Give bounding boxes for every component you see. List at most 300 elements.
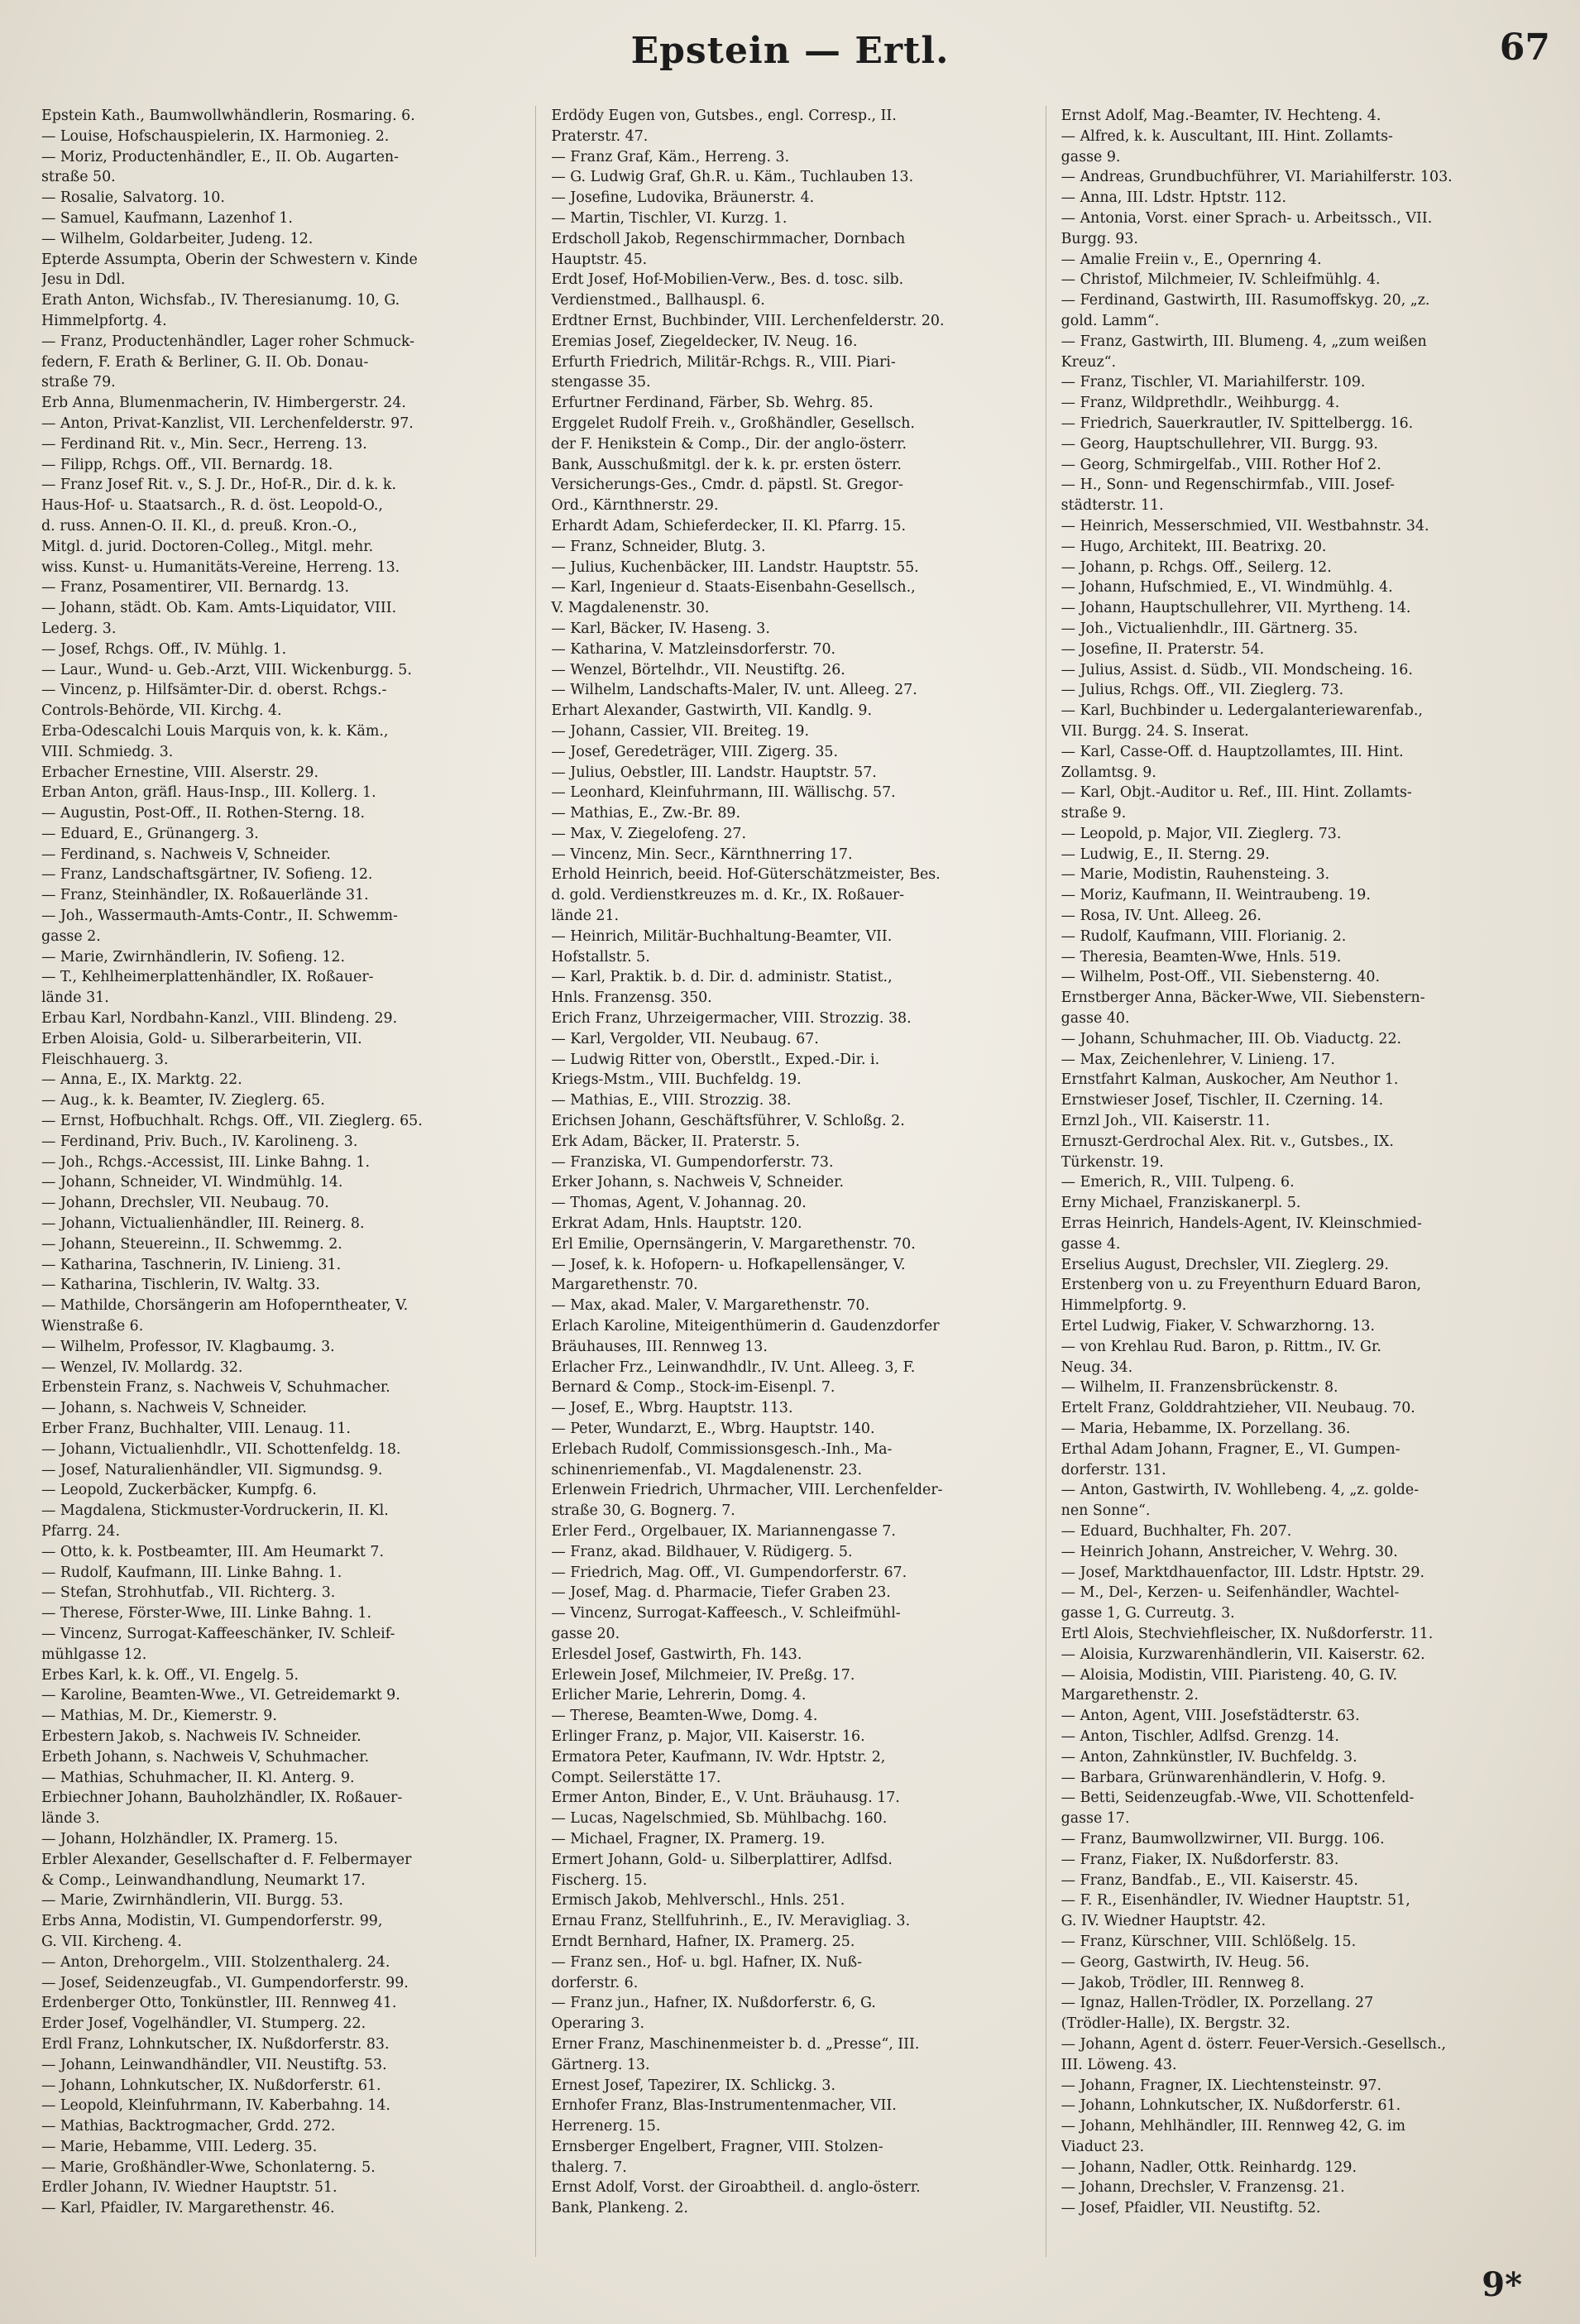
directory-entry-line: Ermert Johann, Gold- u. Silberplattirer, Adlfsd.: [551, 1851, 893, 1868]
directory-entry-line: — Georg, Gastwirth, IV. Heug. 56.: [1061, 1953, 1309, 1971]
directory-entry-line: — Hugo, Architekt, III. Beatrixg. 20.: [1061, 538, 1327, 555]
directory-entry-line: VIII. Schmiedg. 3.: [41, 743, 174, 760]
signature-mark: 9*: [1482, 2265, 1522, 2304]
directory-entry-line: — Karl, Ingenieur d. Staats-Eisenbahn-Gesellsch.,: [551, 579, 916, 597]
directory-entry-line: — Rudolf, Kaufmann, VIII. Florianig. 2.: [1061, 927, 1347, 945]
directory-entry-line: gasse 1, G. Curreutg. 3.: [1061, 1605, 1235, 1622]
directory-entry-line: Erbacher Ernestine, VIII. Alserstr. 29.: [41, 764, 319, 781]
directory-entry-line: — Leopold, Zuckerbäcker, Kumpfg. 6.: [41, 1482, 317, 1499]
directory-entry-line: — Mathias, E., VIII. Strozzig. 38.: [551, 1092, 792, 1109]
directory-entry-line: — Augustin, Post-Off., II. Rothen-Sterng. 18.: [41, 805, 366, 822]
directory-entry-line: Praterstr. 47.: [551, 127, 649, 145]
directory-entry-line: VII. Burgg. 24. S. Inserat.: [1061, 722, 1249, 740]
directory-entry-line: straße 50.: [41, 169, 116, 186]
directory-entry-line: — Franz, Posamentirer, VII. Bernardg. 13.: [41, 579, 350, 597]
directory-entry-line: Ertelt Franz, Golddrahtzieher, VII. Neubaug. 70.: [1061, 1400, 1415, 1417]
directory-entry-line: — Aloisia, Kurzwarenhändlerin, VII. Kaiserstr. 62.: [1061, 1646, 1425, 1663]
directory-entry-line: — Jakob, Trödler, III. Rennweg 8.: [1061, 1974, 1305, 1991]
directory-entry-line: Ernst Adolf, Mag.-Beamter, IV. Hechteng. 4.: [1061, 108, 1381, 124]
directory-entry-line: — Max, V. Ziegelofeng. 27.: [551, 825, 747, 842]
directory-entry-line: — Anna, E., IX. Marktg. 22.: [41, 1071, 242, 1089]
directory-entry-line: dorferstr. 131.: [1061, 1461, 1166, 1478]
directory-entry-line: — Anton, Gastwirth, IV. Wohllebeng. 4, „z. golde-: [1061, 1482, 1420, 1499]
directory-entry-line: — Franz Graf, Käm., Herreng. 3.: [551, 148, 790, 165]
directory-entry-line: — Mathias, Schuhmacher, II. Kl. Anterg. 9.: [41, 1769, 355, 1786]
directory-entry-line: — Franz, Schneider, Blutg. 3.: [551, 538, 766, 555]
directory-entry-line: — Therese, Beamten-Wwe, Domg. 4.: [551, 1708, 818, 1725]
directory-entry-line: Erner Franz, Maschinenmeister b. d. „Presse“, III.: [551, 2035, 920, 2053]
directory-entry-line: — von Krehlau Rud. Baron, p. Rittm., IV. Gr.: [1061, 1338, 1381, 1355]
directory-entry-line: — Antonia, Vorst. einer Sprach- u. Arbeitssch., VII.: [1061, 209, 1433, 227]
directory-entry-line: — Vincenz, p. Hilfsämter-Dir. d. oberst. Rchgs.-: [41, 682, 387, 699]
directory-entry-line: — Friedrich, Mag. Off., VI. Gumpendorferstr. 67.: [551, 1564, 907, 1581]
directory-entry-line: — Ludwig Ritter von, Oberstlt., Exped.-Dir. i.: [551, 1051, 880, 1068]
directory-entry-line: — Franziska, VI. Gumpendorferstr. 73.: [551, 1153, 834, 1171]
directory-entry-line: — Josef, k. k. Hofopern- u. Hofkapellensänger, V.: [551, 1256, 906, 1273]
directory-entry-line: — Georg, Hauptschullehrer, VII. Burgg. 93.: [1061, 435, 1378, 453]
directory-entry-line: federn, F. Erath & Berliner, G. II. Ob. Donau-: [41, 353, 369, 371]
directory-entry-line: nen Sonne“.: [1061, 1502, 1151, 1520]
directory-entry-line: — Wilhelm, Landschafts-Maler, IV. unt. Alleeg. 27.: [551, 682, 917, 699]
directory-entry-line: — Anton, Tischler, Adlfsd. Grenzg. 14.: [1061, 1727, 1339, 1745]
directory-entry-line: — Josef, Marktdhauenfactor, III. Ldstr. Hptstr. 29.: [1061, 1564, 1425, 1581]
directory-entry-line: Erras Heinrich, Handels-Agent, IV. Kleinschmied-: [1061, 1215, 1422, 1233]
directory-entry-line: — Johann, Holzhändler, IX. Pramerg. 15.: [41, 1830, 338, 1847]
directory-entry-line: — Anton, Zahnkünstler, IV. Buchfeldg. 3.: [1061, 1748, 1357, 1766]
directory-entry-line: — Josef, Rchgs. Off., IV. Mühlg. 1.: [41, 640, 287, 658]
directory-entry-line: — Ferdinand, Gastwirth, III. Rasumoffskyg. 20, „z.: [1061, 292, 1430, 309]
directory-entry-line: — Friedrich, Sauerkrautler, IV. Spittelbergg. 16.: [1061, 414, 1414, 432]
directory-entry-line: — Johann, Lohnkutscher, IX. Nußdorferstr. 61.: [1061, 2097, 1401, 2115]
directory-entry-line: Erfurth Friedrich, Militär-Rchgs. R., VIII. Piari-: [551, 353, 896, 371]
directory-entry-line: — Ludwig, E., II. Sterng. 29.: [1061, 846, 1270, 863]
directory-entry-line: — Barbara, Grünwarenhändlerin, V. Hofg. 9.: [1061, 1769, 1386, 1786]
directory-entry-line: Himmelpfortg. 9.: [1061, 1297, 1187, 1315]
directory-entry-line: — Ernst, Hofbuchhalt. Rchgs. Off., VII. Zieglerg. 65.: [41, 1113, 423, 1130]
directory-entry-line: Erkrat Adam, Hnls. Hauptstr. 120.: [551, 1215, 802, 1233]
directory-entry-line: — Rosa, IV. Unt. Alleeg. 26.: [1061, 908, 1262, 925]
directory-entry-line: — Katharina, Tischlerin, IV. Waltg. 33.: [41, 1277, 320, 1294]
directory-entry-line: — Johann, städt. Ob. Kam. Amts-Liquidator, VIII.: [41, 600, 397, 617]
directory-entry-line: — Julius, Kuchenbäcker, III. Landstr. Hauptstr. 55.: [551, 558, 919, 576]
directory-entry-line: — Aloisia, Modistin, VIII. Piaristeng. 40, G. IV.: [1061, 1666, 1398, 1684]
directory-entry-line: — M., Del-, Kerzen- u. Seifenhändler, Wachtel-: [1061, 1584, 1400, 1602]
directory-entry-line: — Louise, Hofschauspielerin, IX. Harmonieg. 2.: [41, 127, 390, 145]
directory-entry-line: Himmelpfortg. 4.: [41, 312, 167, 329]
directory-entry-line: Erdödy Eugen von, Gutsbes., engl. Corresp., II.: [551, 108, 897, 124]
directory-entry-line: — Franz, Tischler, VI. Mariahilferstr. 109.: [1061, 374, 1366, 391]
directory-entry-line: G. IV. Wiedner Hauptstr. 42.: [1061, 1913, 1266, 1930]
directory-entry-line: — Franz Josef Rit. v., S. J. Dr., Hof-R., Dir. d. k. k.: [41, 477, 396, 494]
directory-entry-line: Ernest Josef, Tapezirer, IX. Schlickg. 3.: [551, 2077, 835, 2094]
directory-entry-line: — Karl, Pfaidler, IV. Margarethenstr. 46.: [41, 2200, 335, 2217]
directory-entry-line: — Filipp, Rchgs. Off., VII. Bernardg. 18.: [41, 456, 333, 473]
directory-entry-line: Lederg. 3.: [41, 620, 117, 637]
directory-entry-line: Gärtnerg. 13.: [551, 2056, 650, 2073]
directory-entry-line: Kriegs-Mstm., VIII. Buchfeldg. 19.: [551, 1071, 802, 1089]
directory-entry-line: — Samuel, Kaufmann, Lazenhof 1.: [41, 209, 293, 227]
directory-entry-line: städterstr. 11.: [1061, 497, 1164, 515]
directory-entry-line: — G. Ludwig Graf, Gh.R. u. Käm., Tuchlauben 13.: [551, 169, 914, 186]
directory-entry-line: — Martin, Tischler, VI. Kurzg. 1.: [551, 209, 788, 227]
directory-entry-line: — Joh., Victualienhdlr., III. Gärtnerg. 35.: [1061, 620, 1358, 637]
directory-entry-line: Erdler Johann, IV. Wiedner Hauptstr. 51.: [41, 2179, 338, 2197]
directory-entry-line: — Franz, Kürschner, VIII. Schlößelg. 15.: [1061, 1933, 1357, 1950]
directory-entry-line: (Trödler-Halle), IX. Bergstr. 32.: [1061, 2015, 1290, 2033]
directory-entry-line: — Eduard, E., Grünangerg. 3.: [41, 825, 259, 842]
directory-entry-line: Compt. Seilerstätte 17.: [551, 1769, 721, 1786]
directory-entry-line: Mitgl. d. jurid. Doctoren-Colleg., Mitgl. mehr.: [41, 538, 374, 555]
directory-entry-line: — Johann, p. Rchgs. Off., Seilerg. 12.: [1061, 558, 1332, 576]
directory-entry-line: — Johann, Drechsler, V. Franzensg. 21.: [1061, 2179, 1345, 2197]
directory-entry-line: Controls-Behörde, VII. Kirchg. 4.: [41, 702, 282, 720]
directory-entry-line: Margarethenstr. 2.: [1061, 1687, 1199, 1704]
directory-entry-line: — Eduard, Buchhalter, Fh. 207.: [1061, 1522, 1292, 1540]
directory-entry-line: d. russ. Annen-O. II. Kl., d. preuß. Kron.-O.,: [41, 517, 357, 534]
directory-entry-line: G. VII. Kircheng. 4.: [41, 1933, 182, 1950]
directory-entry-line: — Wenzel, IV. Mollardg. 32.: [41, 1358, 243, 1376]
directory-entry-line: Erker Johann, s. Nachweis V, Schneider.: [551, 1174, 845, 1191]
directory-entry-line: — Heinrich Johann, Anstreicher, V. Wehrg. 30.: [1061, 1543, 1398, 1560]
directory-entry-line: Ernzl Joh., VII. Kaiserstr. 11.: [1061, 1113, 1271, 1130]
directory-entry-line: Erfurtner Ferdinand, Färber, Sb. Wehrg. 85.: [551, 395, 874, 412]
directory-entry-line: — Josef, Seidenzeugfab., VI. Gumpendorferstr. 99.: [41, 1974, 409, 1991]
directory-entry-line: Erb Anna, Blumenmacherin, IV. Himbergerstr. 24.: [41, 395, 406, 412]
directory-entry-line: Herrenerg. 15.: [551, 2118, 661, 2135]
directory-entry-line: — Therese, Förster-Wwe, III. Linke Bahng. 1.: [41, 1605, 371, 1622]
directory-entry-line: — Vincenz, Surrogat-Kaffeesch., V. Schleifmühl-: [551, 1605, 901, 1622]
directory-entry-line: Erlach Karoline, Miteigenthümerin d. Gaudenzdorfer: [551, 1318, 940, 1335]
text-columns: [41, 106, 1555, 2257]
directory-entry-line: Erny Michael, Franziskanerpl. 5.: [1061, 1195, 1301, 1212]
directory-entry-line: — Johann, Schneider, VI. Windmühlg. 14.: [41, 1174, 343, 1191]
directory-entry-line: Bank, Ausschußmitgl. der k. k. pr. ersten österr.: [551, 456, 902, 473]
directory-entry-line: Erath Anton, Wichsfab., IV. Theresianumg. 10, G.: [41, 292, 400, 309]
directory-entry-line: Erdscholl Jakob, Regenschirmmacher, Dornbach: [551, 230, 906, 247]
directory-entry-line: — Johann, Cassier, VII. Breiteg. 19.: [551, 722, 809, 740]
directory-entry-line: mühlgasse 12.: [41, 1646, 147, 1663]
directory-entry-line: — Karl, Buchbinder u. Ledergalanteriewarenfab.,: [1061, 702, 1423, 720]
directory-entry-line: — F. R., Eisenhändler, IV. Wiedner Hauptstr. 51,: [1061, 1892, 1410, 1910]
directory-entry-line: Haus-Hof- u. Staatsarch., R. d. öst. Leopold-O.,: [41, 497, 383, 515]
directory-entry-line: — Lucas, Nagelschmied, Sb. Mühlbachg. 160.: [551, 1810, 888, 1828]
directory-entry-line: — Marie, Zwirnhändlerin, IV. Sofieng. 12.: [41, 948, 346, 966]
directory-entry-line: — Wilhelm, Goldarbeiter, Judeng. 12.: [41, 230, 314, 247]
directory-entry-line: — Johann, Lohnkutscher, IX. Nußdorferstr. 61.: [41, 2077, 381, 2094]
directory-entry-line: — Karl, Casse-Off. d. Hauptzollamtes, III. Hint.: [1061, 743, 1404, 760]
directory-entry-line: Zollamtsg. 9.: [1061, 764, 1156, 781]
directory-entry-line: — Marie, Modistin, Rauhensteing. 3.: [1061, 866, 1330, 884]
directory-entry-line: Erhold Heinrich, beeid. Hof-Güterschätzmeister, Bes.: [551, 866, 941, 884]
directory-entry-line: Pfarrg. 24.: [41, 1522, 120, 1540]
directory-entry-line: — Magdalena, Stickmuster-Vordruckerin, II. Kl.: [41, 1502, 389, 1520]
directory-entry-line: Ermisch Jakob, Mehlverschl., Hnls. 251.: [551, 1892, 845, 1910]
directory-entry-line: Ernuszt-Gerdrochal Alex. Rit. v., Gutsbes., IX.: [1061, 1133, 1394, 1150]
directory-entry-line: Epstein Kath., Baumwollwhändlerin, Rosmaring. 6.: [41, 108, 415, 124]
directory-entry-line: Erder Josef, Vogelhändler, VI. Stumperg. 22.: [41, 2015, 366, 2033]
directory-entry-line: Erbiechner Johann, Bauholzhändler, IX. Roßauer-: [41, 1790, 403, 1807]
directory-entry-line: — Josefine, Ludovika, Bräunerstr. 4.: [551, 189, 815, 207]
directory-entry-line: lände 21.: [551, 908, 620, 925]
directory-entry-line: Viaduct 23.: [1061, 2138, 1145, 2155]
directory-entry-line: — Josef, Geredeträger, VIII. Zigerg. 35.: [551, 743, 838, 760]
directory-entry-line: — Michael, Fragner, IX. Pramerg. 19.: [551, 1830, 826, 1847]
directory-entry-line: Ernsberger Engelbert, Fragner, VIII. Stolzen-: [551, 2138, 883, 2155]
directory-entry-line: Epterde Assumpta, Oberin der Schwestern v. Kinde: [41, 251, 418, 268]
directory-entry-line: — Marie, Großhändler-Wwe, Schonlaterng. 5.: [41, 2159, 376, 2176]
directory-entry-line: — Amalie Freiin v., E., Opernring 4.: [1061, 251, 1322, 268]
directory-entry-line: — Leopold, Kleinfuhrmann, IV. Kaberbahng. 14.: [41, 2097, 390, 2115]
directory-entry-line: Erggelet Rudolf Freih. v., Großhändler, Gesellsch.: [551, 414, 915, 432]
directory-entry-line: — Georg, Schmirgelfab., VIII. Rother Hof 2.: [1061, 456, 1381, 473]
directory-entry-line: Erbenstein Franz, s. Nachweis V, Schuhmacher.: [41, 1379, 390, 1397]
directory-entry-line: V. Magdalenenstr. 30.: [551, 600, 710, 617]
directory-entry-line: Erstenberg von u. zu Freyenthurn Eduard Baron,: [1061, 1277, 1422, 1294]
directory-entry-line: — Peter, Wundarzt, E., Wbrg. Hauptstr. 140.: [551, 1421, 875, 1437]
directory-entry-line: — Max, Zeichenlehrer, V. Linieng. 17.: [1061, 1051, 1335, 1068]
directory-entry-line: straße 30, G. Bognerg. 7.: [551, 1502, 735, 1520]
directory-entry-line: — Joh., Wassermauth-Amts-Contr., II. Schwemm-: [41, 908, 398, 925]
directory-entry-line: Neug. 34.: [1061, 1358, 1133, 1376]
directory-entry-line: Hnls. Franzensg. 350.: [551, 989, 712, 1007]
directory-entry-line: — Franz, akad. Bildhauer, V. Rüdigerg. 5.: [551, 1543, 853, 1560]
directory-entry-line: — Vincenz, Surrogat-Kaffeeschänker, IV. Schleif-: [41, 1625, 395, 1642]
directory-entry-line: Ernstfahrt Kalman, Auskocher, Am Neuthor 1.: [1061, 1071, 1399, 1089]
directory-entry-line: Bräuhauses, III. Rennweg 13.: [551, 1338, 768, 1355]
directory-entry-line: — Katharina, Taschnerin, IV. Linieng. 31.: [41, 1256, 342, 1273]
directory-entry-line: Erdtner Ernst, Buchbinder, VIII. Lerchenfelderstr. 20.: [551, 312, 945, 329]
directory-entry-line: Erlacher Frz., Leinwandhdlr., IV. Unt. Alleeg. 3, F.: [551, 1358, 916, 1376]
directory-entry-line: Ernstberger Anna, Bäcker-Wwe, VII. Siebenstern-: [1061, 989, 1425, 1007]
directory-entry-line: — Ignaz, Hallen-Trödler, IX. Porzellang. 27: [1061, 1995, 1374, 2012]
directory-entry-line: — Johann, Hauptschullehrer, VII. Myrtheng. 14.: [1061, 600, 1411, 617]
directory-entry-line: — Johann, Victualienhdlr., VII. Schottenfeldg. 18.: [41, 1440, 401, 1458]
directory-entry-line: d. gold. Verdienstkreuzes m. d. Kr., IX. Roßauer-: [551, 887, 905, 904]
directory-entry-line: — Thomas, Agent, V. Johannag. 20.: [551, 1195, 807, 1212]
directory-entry-line: Margarethenstr. 70.: [551, 1277, 698, 1294]
directory-entry-line: Ertl Alois, Stechviehfleischer, IX. Nußdorferstr. 11.: [1061, 1625, 1434, 1642]
directory-entry-line: — Johann, Nadler, Ottk. Reinhardg. 129.: [1061, 2159, 1357, 2176]
directory-entry-line: Erlinger Franz, p. Major, VII. Kaiserstr. 16.: [551, 1727, 865, 1745]
directory-entry-line: — Johann, Victualienhändler, III. Reinerg. 8.: [41, 1215, 365, 1233]
directory-entry-line: Eremias Josef, Ziegeldecker, IV. Neug. 16.: [551, 333, 858, 350]
directory-entry-line: Erben Aloisia, Gold- u. Silberarbeiterin, VII.: [41, 1030, 362, 1047]
directory-entry-line: — Ferdinand, Priv. Buch., IV. Karolineng. 3.: [41, 1133, 358, 1150]
directory-entry-line: Verdienstmed., Ballhauspl. 6.: [551, 292, 765, 309]
page-header: [0, 18, 1580, 76]
directory-entry-line: — Franz sen., Hof- u. bgl. Hafner, IX. Nuß-: [551, 1953, 863, 1971]
directory-entry-line: — Franz, Fiaker, IX. Nußdorferstr. 83.: [1061, 1851, 1339, 1868]
directory-entry-line: — Karl, Praktik. b. d. Dir. d. administr. Statist.,: [551, 969, 893, 986]
directory-entry-line: schinenriemenfab., VI. Magdalenenstr. 23.: [551, 1461, 862, 1478]
directory-entry-line: Hofstallstr. 5.: [551, 948, 650, 966]
directory-entry-line: Erl Emilie, Opernsängerin, V. Margarethenstr. 70.: [551, 1235, 916, 1253]
column-2: [551, 106, 1046, 2257]
directory-entry-line: Erbler Alexander, Gesellschafter d. F. Felbermayer: [41, 1851, 412, 1868]
directory-entry-line: — Wilhelm, II. Franzensbrückenstr. 8.: [1061, 1379, 1338, 1397]
directory-entry-line: — Maria, Hebamme, IX. Porzellang. 36.: [1061, 1421, 1351, 1437]
directory-entry-line: — Johann, Steuereinn., II. Schwemmg. 2.: [41, 1235, 342, 1253]
directory-entry-line: — Mathias, Backtrogmacher, Grdd. 272.: [41, 2118, 336, 2135]
directory-entry-line: Erselius August, Drechsler, VII. Zieglerg. 29.: [1061, 1256, 1389, 1273]
directory-entry-line: straße 79.: [41, 374, 116, 391]
directory-entry-line: — Betti, Seidenzeugfab.-Wwe, VII. Schottenfeld-: [1061, 1790, 1415, 1807]
directory-entry-line: Ernstwieser Josef, Tischler, II. Czerning. 14.: [1061, 1092, 1384, 1109]
directory-entry-line: — Ferdinand Rit. v., Min. Secr., Herreng. 13.: [41, 435, 367, 453]
directory-entry-line: — Anna, III. Ldstr. Hptstr. 112.: [1061, 189, 1287, 207]
directory-entry-line: Erbau Karl, Nordbahn-Kanzl., VIII. Blindeng. 29.: [41, 1010, 398, 1028]
directory-entry-line: Bank, Plankeng. 2.: [551, 2200, 688, 2217]
directory-entry-line: — Franz, Landschaftsgärtner, IV. Sofieng. 12.: [41, 866, 373, 884]
page-number: 67: [1499, 26, 1550, 69]
directory-entry-line: — Franz, Steinhändler, IX. Roßauerlände 31.: [41, 887, 369, 904]
directory-entry-line: wiss. Kunst- u. Humanitäts-Vereine, Herreng. 13.: [41, 558, 400, 576]
directory-entry-line: — Franz, Baumwollzwirner, VII. Burgg. 106.: [1061, 1830, 1385, 1847]
directory-entry-line: — Mathilde, Chorsängerin am Hofoperntheater, V.: [41, 1297, 409, 1315]
directory-entry-line: Operaring 3.: [551, 2015, 645, 2033]
directory-entry-line: Erndt Bernhard, Hafner, IX. Pramerg. 25.: [551, 1933, 855, 1950]
directory-entry-line: thalerg. 7.: [551, 2159, 627, 2176]
directory-entry-line: Erlesdel Josef, Gastwirth, Fh. 143.: [551, 1646, 802, 1663]
directory-entry-line: — Karl, Objt.-Auditor u. Ref., III. Hint. Zollamts-: [1061, 784, 1412, 802]
directory-entry-line: — Johann, Fragner, IX. Liechtensteinstr. 97.: [1061, 2077, 1381, 2094]
directory-entry-line: Bernard & Comp., Stock-im-Eisenpl. 7.: [551, 1379, 835, 1397]
directory-entry-line: dorferstr. 6.: [551, 1974, 639, 1991]
directory-entry-line: gasse 40.: [1061, 1010, 1130, 1028]
directory-entry-line: — Karoline, Beamten-Wwe., VI. Getreidemarkt 9.: [41, 1687, 400, 1704]
directory-entry-line: — Otto, k. k. Postbeamter, III. Am Heumarkt 7.: [41, 1543, 384, 1560]
directory-entry-line: Erbs Anna, Modistin, VI. Gumpendorferstr. 99,: [41, 1913, 383, 1930]
directory-entry-line: — Julius, Assist. d. Südb., VII. Mondscheing. 16.: [1061, 661, 1413, 678]
directory-entry-line: Erichsen Johann, Geschäftsführer, V. Schloßg. 2.: [551, 1113, 905, 1130]
directory-entry-line: — Aug., k. k. Beamter, IV. Zieglerg. 65.: [41, 1092, 325, 1109]
directory-entry-line: — Anton, Agent, VIII. Josefstädterstr. 63.: [1061, 1708, 1360, 1725]
directory-entry-line: — Franz, Gastwirth, III. Blumeng. 4, „zum weißen: [1061, 333, 1427, 350]
directory-entry-line: — Ferdinand, s. Nachweis V, Schneider.: [41, 846, 331, 863]
directory-entry-line: Erthal Adam Johann, Fragner, E., VI. Gumpen-: [1061, 1440, 1400, 1458]
directory-entry-line: Erk Adam, Bäcker, II. Praterstr. 5.: [551, 1133, 800, 1150]
directory-entry-line: — Mathias, M. Dr., Kiemerstr. 9.: [41, 1708, 277, 1725]
directory-entry-line: — Julius, Oebstler, III. Landstr. Hauptstr. 57.: [551, 764, 877, 781]
directory-entry-line: — Josef, E., Wbrg. Hauptstr. 113.: [551, 1400, 793, 1417]
directory-entry-line: — Rudolf, Kaufmann, III. Linke Bahng. 1.: [41, 1564, 342, 1581]
directory-entry-line: — Vincenz, Min. Secr., Kärnthnerring 17.: [551, 846, 853, 863]
directory-entry-line: — Johann, Hufschmied, E., VI. Windmühlg. 4.: [1061, 579, 1393, 597]
directory-entry-line: Ertel Ludwig, Fiaker, V. Schwarzhorng. 13.: [1061, 1318, 1376, 1335]
directory-entry-line: — Leopold, p. Major, VII. Zieglerg. 73.: [1061, 825, 1342, 842]
directory-entry-line: Erhart Alexander, Gastwirth, VII. Kandlg. 9.: [551, 702, 872, 720]
directory-entry-line: Erba-Odescalchi Louis Marquis von, k. k. Käm.,: [41, 722, 389, 740]
directory-entry-line: der F. Henikstein & Comp., Dir. der anglo-österr.: [551, 435, 907, 453]
directory-entry-line: — Josef, Naturalienhändler, VII. Sigmundsg. 9.: [41, 1461, 383, 1478]
directory-entry-line: Ernhofer Franz, Blas-Instrumentenmacher, VII.: [551, 2097, 897, 2115]
directory-entry-line: — Julius, Rchgs. Off., VII. Zieglerg. 73.: [1061, 682, 1344, 699]
directory-entry-line: — Marie, Hebamme, VIII. Lederg. 35.: [41, 2138, 318, 2155]
directory-entry-line: Kreuz“.: [1061, 353, 1117, 371]
directory-entry-line: & Comp., Leinwandhandlung, Neumarkt 17.: [41, 1871, 366, 1889]
directory-entry-line: Hauptstr. 45.: [551, 251, 648, 268]
directory-entry-line: — Franz, Bandfab., E., VII. Kaiserstr. 45.: [1061, 1871, 1358, 1889]
directory-entry-line: — Heinrich, Messerschmied, VII. Westbahnstr. 34.: [1061, 517, 1429, 534]
directory-entry-line: — Wilhelm, Post-Off., VII. Siebensterng. 40.: [1061, 969, 1381, 986]
directory-entry-line: Erban Anton, gräfl. Haus-Insp., III. Kollerg. 1.: [41, 784, 376, 802]
directory-entry-line: Fleischhauerg. 3.: [41, 1051, 169, 1068]
directory-entry-line: — Marie, Zwirnhändlerin, VII. Burgg. 53.: [41, 1892, 343, 1910]
directory-entry-line: Erlicher Marie, Lehrerin, Domg. 4.: [551, 1687, 807, 1704]
directory-entry-line: — Johann, Mehlhändler, III. Rennweg 42, G. im: [1061, 2118, 1405, 2135]
directory-entry-line: lände 3.: [41, 1810, 100, 1828]
directory-entry-line: — Andreas, Grundbuchführer, VI. Mariahilferstr. 103.: [1061, 169, 1453, 186]
directory-entry-line: Jesu in Ddl.: [41, 271, 126, 289]
directory-entry-line: Erlebach Rudolf, Commissionsgesch.-Inh., Ma-: [551, 1440, 893, 1458]
directory-entry-line: — Johann, s. Nachweis V, Schneider.: [41, 1400, 307, 1417]
directory-entry-line: Erlenwein Friedrich, Uhrmacher, VIII. Lerchenfelder-: [551, 1482, 943, 1499]
directory-entry-line: — Alfred, k. k. Auscultant, III. Hint. Zollamts-: [1061, 127, 1393, 145]
directory-entry-line: Erdenberger Otto, Tonkünstler, III. Rennweg 41.: [41, 1995, 397, 2012]
directory-entry-line: — Franz, Productenhändler, Lager roher Schmuck-: [41, 333, 415, 350]
directory-entry-line: lände 31.: [41, 989, 109, 1007]
directory-entry-line: — Katharina, V. Matzleinsdorferstr. 70.: [551, 640, 836, 658]
directory-entry-line: Erdl Franz, Lohnkutscher, IX. Nußdorferstr. 83.: [41, 2035, 390, 2053]
directory-entry-line: — Johann, Leinwandhändler, VII. Neustiftg. 53.: [41, 2056, 387, 2073]
directory-entry-line: — T., Kehlheimerplattenhändler, IX. Roßauer-: [41, 969, 374, 986]
directory-entry-line: — Karl, Bäcker, IV. Haseng. 3.: [551, 620, 770, 637]
directory-entry-line: Fischerg. 15.: [551, 1871, 648, 1889]
directory-entry-line: Erich Franz, Uhrzeigermacher, VIII. Strozzig. 38.: [551, 1010, 912, 1028]
directory-entry-line: Erbestern Jakob, s. Nachweis IV. Schneider.: [41, 1727, 361, 1745]
directory-entry-line: Erler Ferd., Orgelbauer, IX. Mariannengasse 7.: [551, 1522, 896, 1540]
directory-entry-line: — H., Sonn- und Regenschirmfab., VIII. Josef-: [1061, 477, 1395, 494]
directory-entry-line: stengasse 35.: [551, 374, 651, 391]
page-title: Epstein — Ertl.: [630, 30, 950, 72]
directory-entry-line: Erhardt Adam, Schieferdecker, II. Kl. Pfarrg. 15.: [551, 517, 907, 534]
directory-entry-line: — Rosalie, Salvatorg. 10.: [41, 189, 225, 207]
directory-entry-line: — Leonhard, Kleinfuhrmann, III. Wällischg. 57.: [551, 784, 896, 802]
directory-entry-line: — Anton, Privat-Kanzlist, VII. Lerchenfelderstr. 97.: [41, 414, 414, 432]
directory-entry-line: — Franz, Wildprethdlr., Weihburgg. 4.: [1061, 395, 1340, 412]
directory-entry-line: — Franz jun., Hafner, IX. Nußdorferstr. 6, G.: [551, 1995, 876, 2012]
directory-entry-line: gasse 9.: [1061, 148, 1121, 165]
directory-entry-line: — Laur., Wund- u. Geb.-Arzt, VIII. Wickenburgg. 5.: [41, 661, 412, 678]
directory-entry-line: Erbes Karl, k. k. Off., VI. Engelg. 5.: [41, 1666, 299, 1684]
directory-entry-line: Türkenstr. 19.: [1061, 1153, 1164, 1171]
directory-entry-line: Burgg. 93.: [1061, 230, 1138, 247]
directory-entry-line: gasse 2.: [41, 927, 101, 945]
directory-entry-line: — Wilhelm, Professor, IV. Klagbaumg. 3.: [41, 1338, 335, 1355]
directory-entry-line: — Anton, Drehorgelm., VIII. Stolzenthalerg. 24.: [41, 1953, 390, 1971]
directory-entry-line: gasse 4.: [1061, 1235, 1121, 1253]
directory-entry-line: Ermer Anton, Binder, E., V. Unt. Bräuhausg. 17.: [551, 1790, 900, 1807]
directory-entry-line: — Theresia, Beamten-Wwe, Hnls. 519.: [1061, 948, 1342, 966]
directory-entry-line: Ermatora Peter, Kaufmann, IV. Wdr. Hptstr. 2,: [551, 1748, 886, 1766]
directory-entry-line: — Wenzel, Börtelhdr., VII. Neustiftg. 26.: [551, 661, 845, 678]
directory-entry-line: — Moriz, Productenhändler, E., II. Ob. Augarten-: [41, 148, 399, 165]
column-3: [1061, 106, 1555, 2257]
directory-entry-line: Wienstraße 6.: [41, 1318, 144, 1335]
directory-entry-line: — Heinrich, Militär-Buchhaltung-Beamter, VII.: [551, 927, 893, 945]
directory-entry-line: gasse 20.: [551, 1625, 620, 1642]
directory-entry-line: — Moriz, Kaufmann, II. Weintraubeng. 19.: [1061, 887, 1371, 904]
directory-entry-line: Ernst Adolf, Vorst. der Giroabtheil. d. anglo-österr.: [551, 2179, 921, 2197]
directory-entry-line: — Karl, Vergolder, VII. Neubaug. 67.: [551, 1030, 819, 1047]
directory-entry-line: Versicherungs-Ges., Cmdr. d. päpstl. St. Gregor-: [551, 477, 903, 494]
directory-entry-line: — Josefine, II. Praterstr. 54.: [1061, 640, 1265, 658]
directory-entry-line: — Christof, Milchmeier, IV. Schleifmühlg. 4.: [1061, 271, 1381, 289]
directory-entry-line: Erbeth Johann, s. Nachweis V, Schuhmacher.: [41, 1748, 370, 1766]
column-1: [41, 106, 536, 2257]
directory-entry-line: — Johann, Drechsler, VII. Neubaug. 70.: [41, 1195, 329, 1212]
directory-entry-line: Ernau Franz, Stellfuhrinh., E., IV. Meravigliag. 3.: [551, 1913, 911, 1930]
